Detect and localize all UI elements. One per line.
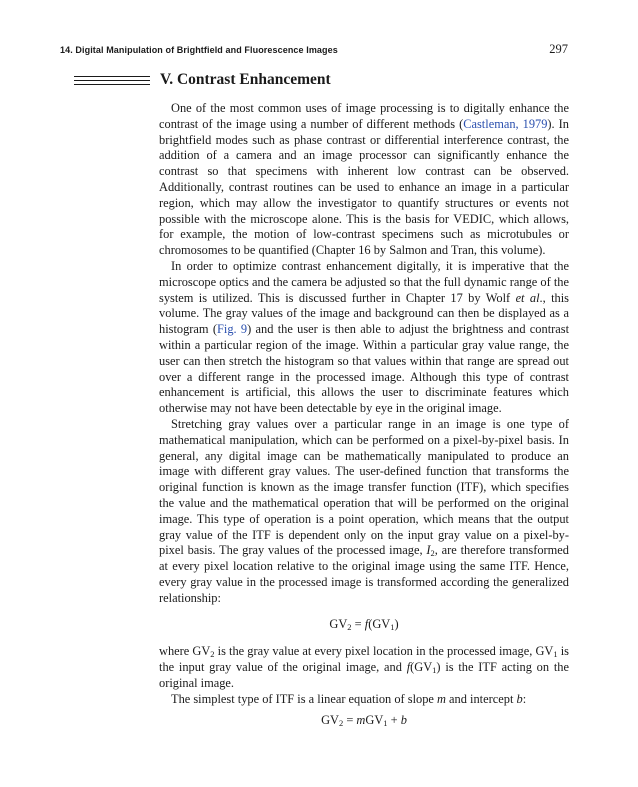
p5-text-c: :: [522, 691, 527, 706]
p3-var-sub: 2: [430, 548, 435, 559]
eq2-gv: GV: [365, 713, 384, 728]
figure-link-fig9[interactable]: Fig. 9: [216, 322, 248, 337]
p2-text-b: ., this volume. The gray values of the image and background can then be displayed as a histogram (: [159, 290, 569, 337]
paragraph-4: [159, 644, 569, 691]
eq2-equals: =: [343, 713, 357, 728]
p2-etal: et al: [515, 290, 540, 305]
p4-sub-3: 1: [432, 665, 437, 676]
p4-text-d: (GV: [410, 660, 433, 675]
equation-1: [159, 617, 569, 633]
p4-text-c: is the input gray value of the original image, and: [159, 644, 569, 675]
p2-text-c: ) and the user is then able to adjust the brightness and contrast within a particular region of the image. Within a particular gray value range, the user can then stretch the histogram so that values within that range are spread out over a different range in the processed image. Although this type of contrast enhancement is artificial, this allows the user to discriminate features which otherwise may not have been detectable by eye in the original image.: [159, 322, 570, 416]
page-number: 297: [549, 42, 568, 56]
eq1-arg-sub: 1: [390, 621, 395, 632]
eq1-close: ): [394, 616, 399, 631]
section-title: V. Contrast Enhancement: [160, 71, 331, 88]
eq2-gv-sub: 1: [383, 718, 388, 729]
p5-text-b: and intercept: [445, 691, 517, 706]
p4-text-b: is the gray value at every pixel location in the processed image, GV: [214, 644, 554, 659]
running-header-chapter: 14. Digital Manipulation of Brightfield and Fluorescence Images: [60, 45, 338, 55]
eq2-lhs: GV: [321, 713, 339, 728]
paragraph-2: [159, 259, 569, 417]
section-rule-decoration: [74, 76, 150, 88]
eq2-m: m: [356, 713, 366, 728]
paragraph-5: [159, 692, 569, 708]
eq2-plus: +: [387, 713, 401, 728]
p3-text-a: Stretching gray values over a particular range in an image is one type of mathematical manipulation, which can be performed on a pixel-by-pixel basis. In general, any digital image can be mathematically manipulated to produce an image with different gray values. The user-defined function that transforms the original function is known as the image transfer function (ITF), which specifies the value and the mathematical operation that will be performed on the original image. This type of operation is a point operation, which means that the output gray value of the ITF is dependent only on the input gray value on a pixel-by-pixel basis. The gray values of the processed image,: [159, 416, 569, 558]
body-text: [159, 101, 569, 741]
p5-m: m: [437, 691, 446, 706]
eq1-open: (GV: [368, 616, 391, 631]
p4-text-e: ) is the ITF acting on the original image.: [159, 660, 569, 690]
p5-text-a: The simplest type of ITF is a linear equation of slope: [171, 691, 437, 706]
p1-text-b: ). In brightfield modes such as phase contrast or differential interference contrast, the addition of a camera and an image processor can significantly enhance the contrast so that specimens with inherent low contrast can be observed. Additionally, contrast routines can be used to enhance an image in a particular region, which may allow the investigator to quantify structures or events not possible with the microscope alone. This is the basis for VEDIC, which allows, for example, the motion of low-contrast specimens such as microtubules or chromosomes to be quantified (Chapter 16 by Salmon and Tran, this volume).: [159, 116, 569, 258]
paragraph-1: [159, 101, 569, 259]
p4-sub-2: 1: [553, 649, 558, 660]
citation-link-castleman[interactable]: Castleman, 1979: [463, 116, 548, 131]
eq1-lhs: GV: [329, 616, 348, 631]
eq1-f: f: [364, 616, 369, 631]
eq2-lhs-sub: 2: [338, 718, 344, 729]
p4-text-a: where GV: [159, 644, 211, 659]
p3-var-i: I: [426, 543, 431, 558]
p5-b: b: [516, 691, 523, 706]
p4-sub-1: 2: [210, 649, 215, 660]
paragraph-3: [159, 417, 569, 607]
p1-text-a: One of the most common uses of image processing is to digitally enhance the contrast of the image using a number of different methods (: [159, 101, 569, 131]
equation-2: [159, 713, 569, 729]
p2-text-a: In order to optimize contrast enhancement digitally, it is imperative that the microscope optics and the camera be adjusted so that the full dynamic range of the system is utilized. This is discussed further in Chapter 17 by Wolf: [159, 258, 569, 305]
eq2-b: b: [400, 713, 407, 728]
p3-text-b: , are therefore transformed at every pixel location relative to the original image using the same ITF. Hence, every gray value in the processed image is transformed according the generalized relationship:: [159, 543, 570, 605]
eq1-lhs-sub: 2: [347, 621, 352, 632]
eq1-equals: =: [351, 616, 365, 631]
p4-f: f: [406, 660, 411, 675]
